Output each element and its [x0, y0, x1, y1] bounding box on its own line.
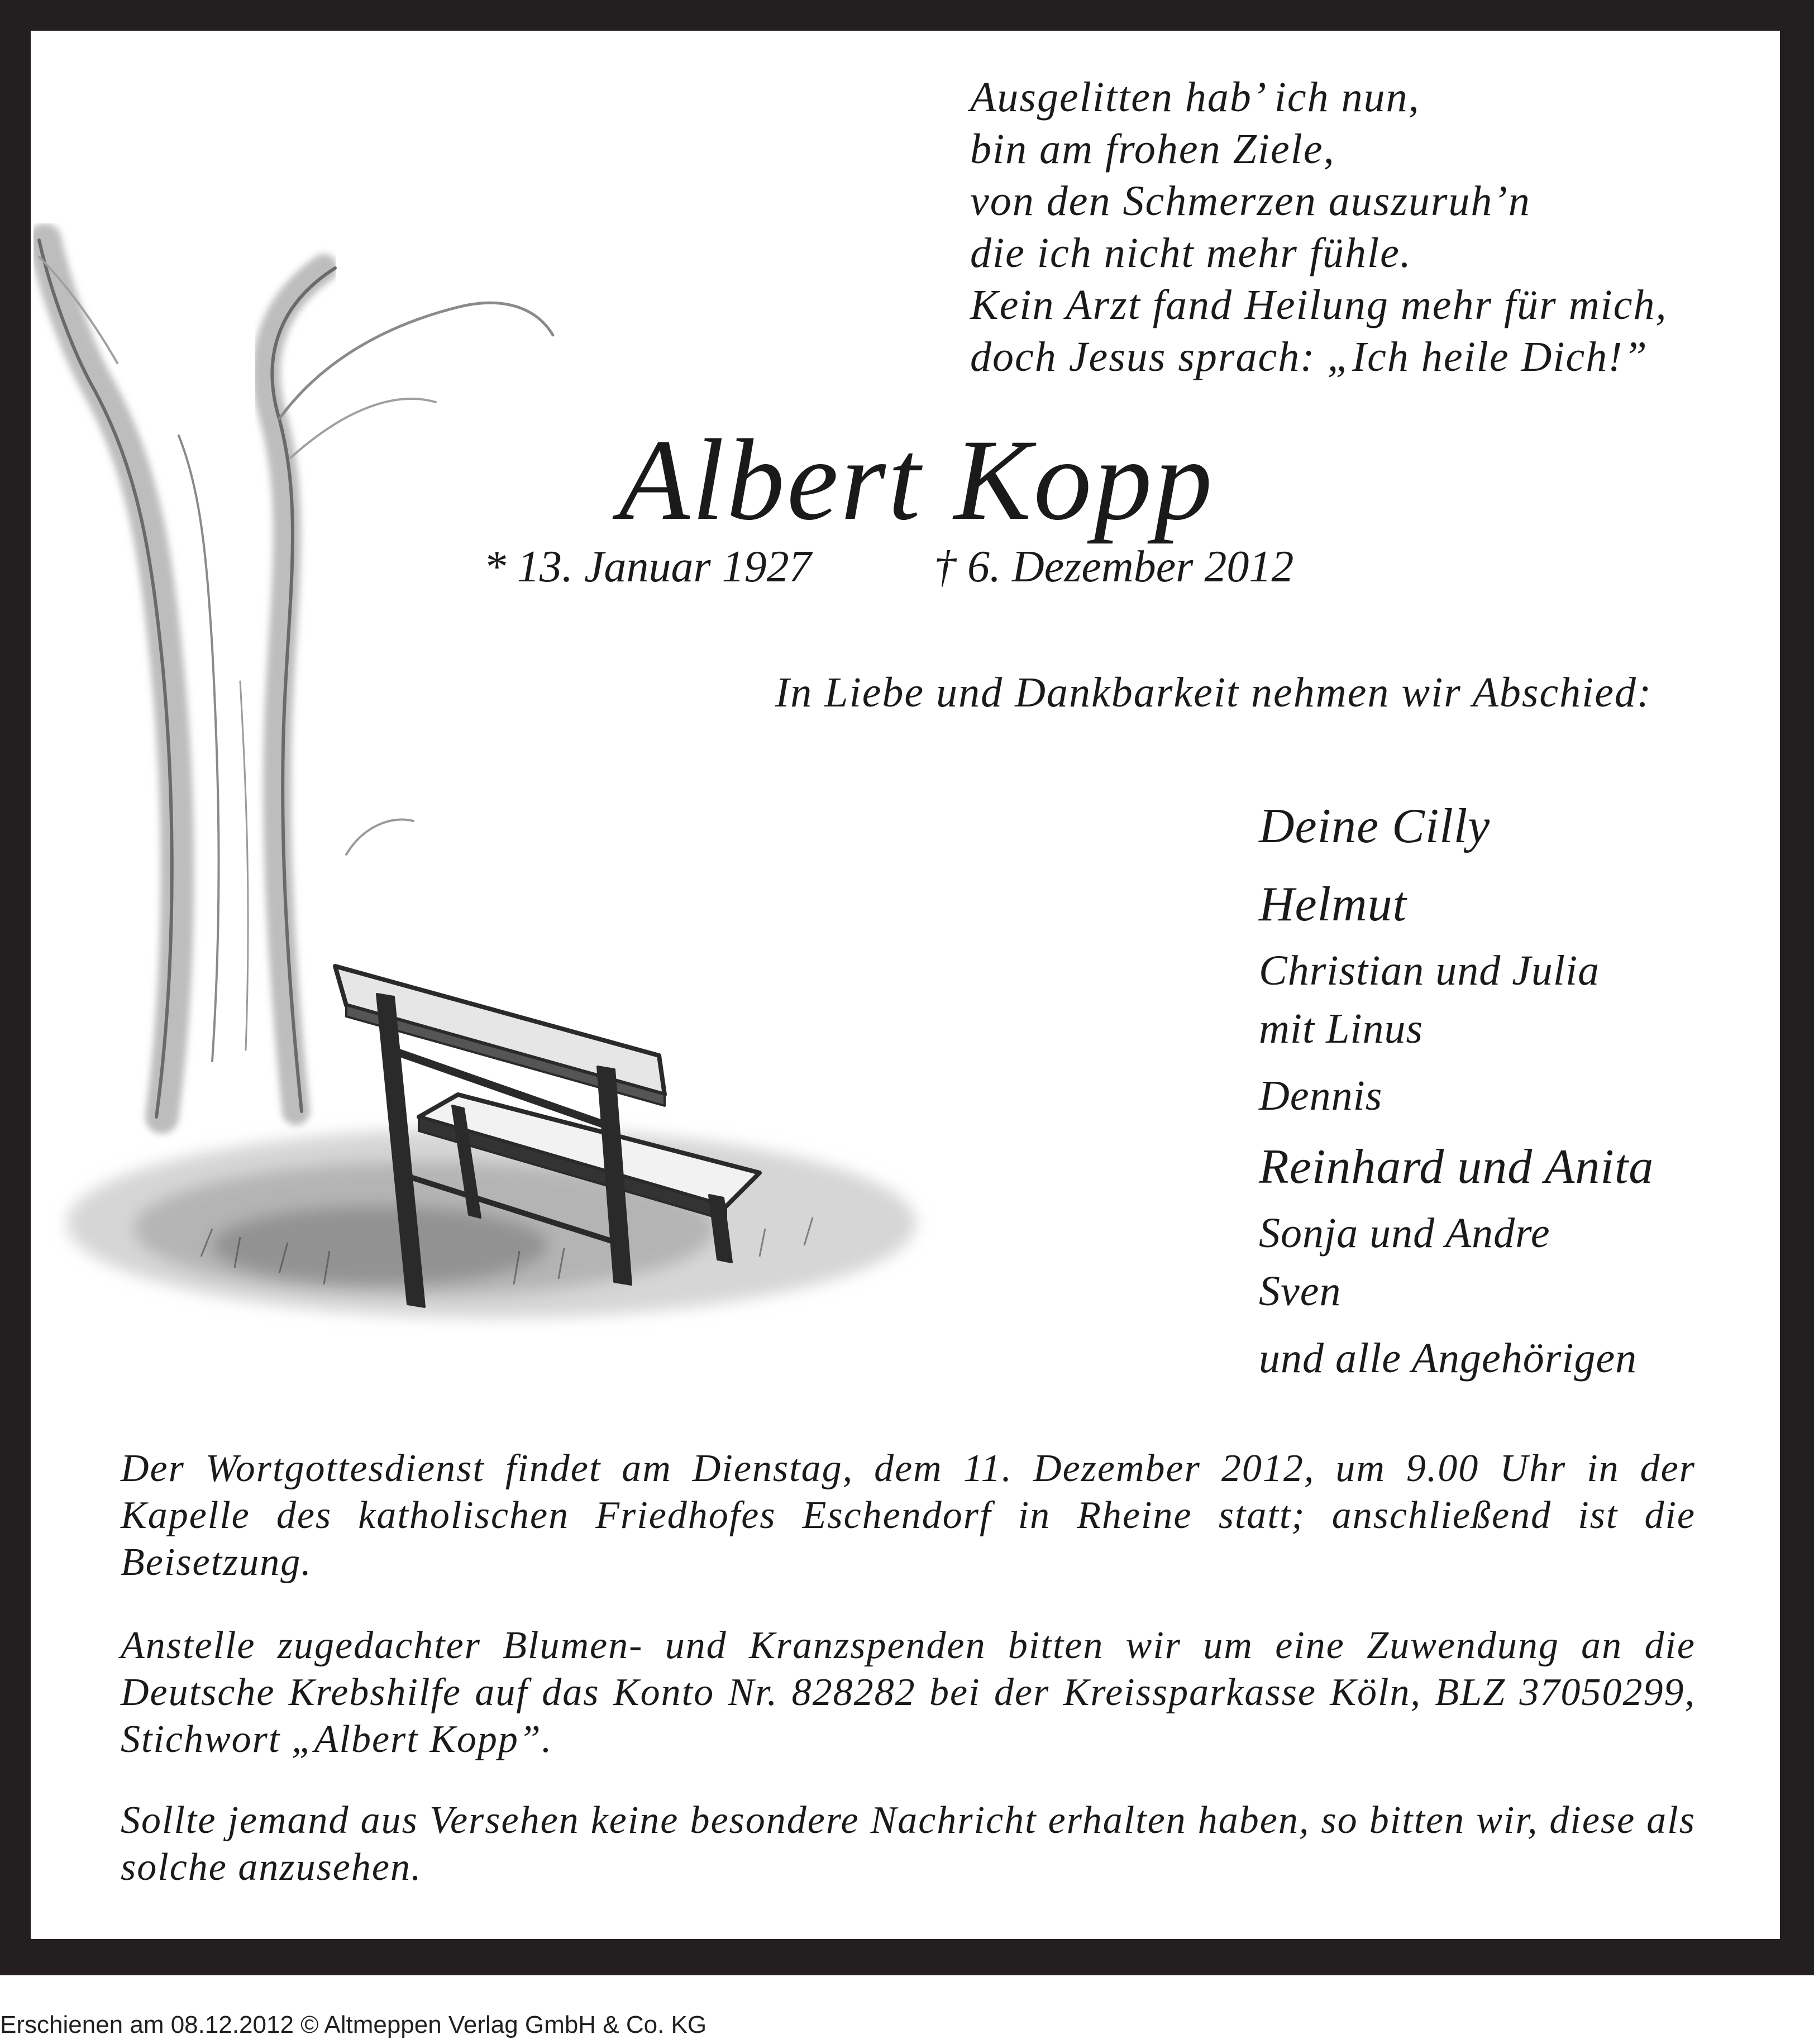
family-member: Helmut	[1259, 877, 1407, 932]
service-paragraph: Der Wortgottesdienst findet am Dienstag, dem 11. Dezember 2012, um 9.00 Uhr in der Kapelle des katholischen Friedhofes Eschendorf in Rheine statt; anschließend ist die Beisetzung.	[121, 1447, 1696, 1584]
death-date: † 6. Dezember 2012	[934, 542, 1294, 591]
tree-and-bench-illustration	[34, 223, 1028, 1340]
donation-paragraph: Anstelle zugedachter Blumen- und Kranzspenden bitten wir um eine Zuwendung an die Deutsche Krebshilfe auf das Konto Nr. 828282 bei der Kreissparkasse Köln, BLZ 37050299, Stichwort „Albert Kopp”.	[121, 1624, 1696, 1761]
poem	[970, 71, 1667, 383]
family-member: mit Linus	[1259, 1005, 1424, 1052]
poem-line: doch Jesus sprach: „Ich heile Dich!”	[970, 333, 1648, 380]
poem-line: Kein Arzt fand Heilung mehr für mich,	[970, 281, 1668, 328]
poem-line: bin am frohen Ziele,	[970, 126, 1335, 173]
poem-line: von den Schmerzen auszuruh’n	[970, 178, 1531, 225]
publication-footer: Erschienen am 08.12.2012 © Altmeppen Verlag GmbH & Co. KG	[0, 2011, 707, 2038]
birth-date: * 13. Januar 1927	[484, 542, 811, 591]
ground-shading	[67, 1128, 916, 1318]
family-member: Sonja und Andre	[1259, 1210, 1550, 1257]
poem-line: die ich nicht mehr fühle.	[970, 230, 1412, 276]
family-member: Christian und Julia	[1259, 947, 1600, 994]
farewell-intro: In Liebe und Dankbarkeit nehmen wir Abschied:	[775, 669, 1653, 716]
notice-paragraph: Sollte jemand aus Versehen keine besondere Nachricht erhalten haben, so bitten wir, diese als solche anzusehen.	[121, 1799, 1696, 1889]
family-member: Deine Cilly	[1259, 799, 1491, 853]
family-member: Dennis	[1259, 1072, 1383, 1119]
family-member: und alle Angehörigen	[1259, 1335, 1638, 1382]
deceased-name: Albert Kopp	[619, 416, 1215, 544]
family-member: Reinhard und Anita	[1259, 1140, 1654, 1194]
tree-trunk	[39, 240, 553, 1117]
family-member: Sven	[1259, 1268, 1342, 1315]
poem-line: Ausgelitten hab’ ich nun,	[970, 74, 1420, 121]
